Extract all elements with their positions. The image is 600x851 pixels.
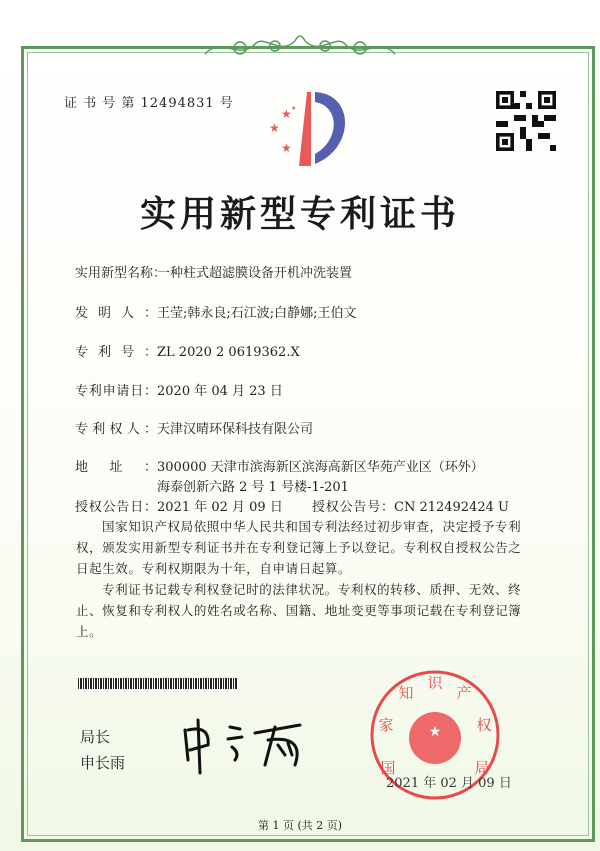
field-patentee [75,418,313,437]
director-title: 局长 [80,728,111,746]
svg-text:★: ★ [428,724,442,740]
svg-text:识: 识 [427,674,443,692]
field-label: 授权公告日： [75,500,157,515]
field-grant-number [312,496,509,515]
field-value: 300000 天津市滨海新区滨海高新区华苑产业区（环外） [157,460,484,475]
field-value: 王莹;韩永良;石江波;白静娜;王伯文 [157,306,357,321]
svg-text:权: 权 [476,716,492,734]
certificate-number: 证 书 号 第 12494831 号 [64,96,234,111]
svg-text:★: ★ [281,107,292,121]
certificate-statement [76,516,526,642]
barcode [78,678,238,689]
field-value: ZL 2020 2 0619362.X [157,345,300,360]
field-value: 天津汉晴环保科技有限公司 [157,422,314,437]
director-name: 申长雨 [80,754,126,772]
statement-paragraph: 国家知识产权局依照中华人民共和国专利法经过初步审查，决定授予专利权，颁发实用新型专利证书并在专利登记簿上予以登记。专利权自授权公告之日起生效。专利权期限为十年，自申请日起算。 [76,519,522,576]
field-label: 授权公告号： [312,500,394,515]
svg-text:局: 局 [474,759,490,777]
field-label: 发明人： [75,306,157,321]
svg-text:家: 家 [378,716,394,734]
svg-text:★: ★ [269,121,280,135]
field-inventors [75,302,357,321]
field-label: 专利权人： [75,422,157,437]
field-address [75,456,484,475]
field-value: CN 212492424 U [394,500,509,515]
field-label: 专利号： [75,345,157,360]
field-application-date [75,380,283,399]
field-address-line2: 海泰创新六路 2 号 1 号楼-1-201 [157,480,349,495]
floral-ornament [200,26,400,66]
field-value: 2021 年 02 月 09 日 [157,500,283,515]
field-label: 实用新型名称： [75,266,167,281]
svg-text:★: ★ [281,141,292,155]
cnipa-logo [245,88,365,168]
field-grant-date [75,496,283,515]
field-utility-model-name [75,262,352,281]
field-label: 专利申请日： [75,384,157,399]
certificate-title: 实用新型专利证书 [139,193,460,235]
svg-text:知: 知 [398,684,414,702]
seal-date: 2021 年 02 月 09 日 [386,776,512,791]
statement-paragraph: 专利证书记载专利权登记时的法律状况。专利权的转移、质押、无效、终止、恢复和专利权人的姓名或名称、国籍、地址变更等事项记载在专利登记簿上。 [76,582,522,639]
field-label: 地址： [75,460,157,475]
page-indicator: 第 1 页 (共 2 页) [257,819,343,832]
field-value: 一种柱式超滤膜设备开机冲洗装置 [157,266,353,281]
director-signature [180,715,320,775]
field-patent-number [75,341,300,360]
svg-text:★: ★ [291,105,297,112]
svg-text:国: 国 [380,759,396,777]
svg-text:产: 产 [456,684,472,702]
qr-code [496,90,556,152]
field-value: 2020 年 04 月 23 日 [157,384,283,399]
